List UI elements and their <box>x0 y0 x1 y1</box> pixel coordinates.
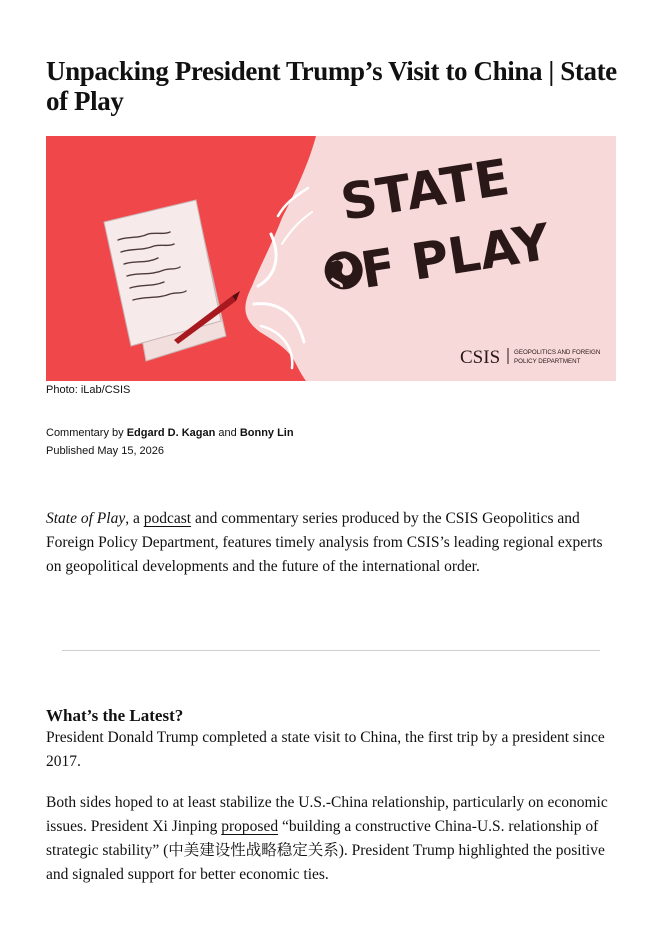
byline-and: and <box>218 427 237 439</box>
hero-brand: CSIS <box>460 347 501 368</box>
hero-dept-line2: POLICY DEPARTMENT <box>514 358 581 365</box>
podcast-link[interactable]: podcast <box>143 510 192 527</box>
author-link-2[interactable]: Bonny Lin <box>239 427 294 439</box>
byline-prefix: Commentary by <box>46 427 124 439</box>
byline <box>46 424 294 460</box>
series-name: State of Play <box>46 510 126 527</box>
hero-line2: F PLAY <box>356 212 554 300</box>
section-paragraph-1: President Donald Trump completed a state visit to China, the first trip by a president since 2017. <box>46 729 605 770</box>
article-title: Unpacking President Trump’s Visit to China | State of Play <box>46 56 617 116</box>
hero-line1: STATE <box>336 148 514 232</box>
proposed-link[interactable]: proposed <box>221 818 279 835</box>
section-paragraph-2: Both sides hoped to at least stabilize the U.S.-China relationship, particularly on economic issues. President Xi Jinping proposed “building a constructive China-U.S. relationship of strategic stability” (中美建设性战略稳定关系). President Trump highlighted the positive and signaled support for better economic ties. <box>46 794 608 883</box>
section-divider <box>62 650 600 651</box>
section-heading: What’s the Latest? <box>46 706 184 725</box>
hero-image <box>46 136 616 381</box>
intro-paragraph: State of Play, a podcast and commentary series produced by the CSIS Geopolitics and Foreign Policy Department, features timely analysis from CSIS’s leading regional experts on geopolitical developments and the future of the international order. <box>46 510 603 575</box>
hero-dept-line1: GEOPOLITICS AND FOREIGN <box>514 349 601 356</box>
author-link-1[interactable]: Edgard D. Kagan <box>126 427 216 439</box>
published-date: Published May 15, 2026 <box>46 445 165 457</box>
photo-credit: Photo: iLab/CSIS <box>46 384 131 396</box>
